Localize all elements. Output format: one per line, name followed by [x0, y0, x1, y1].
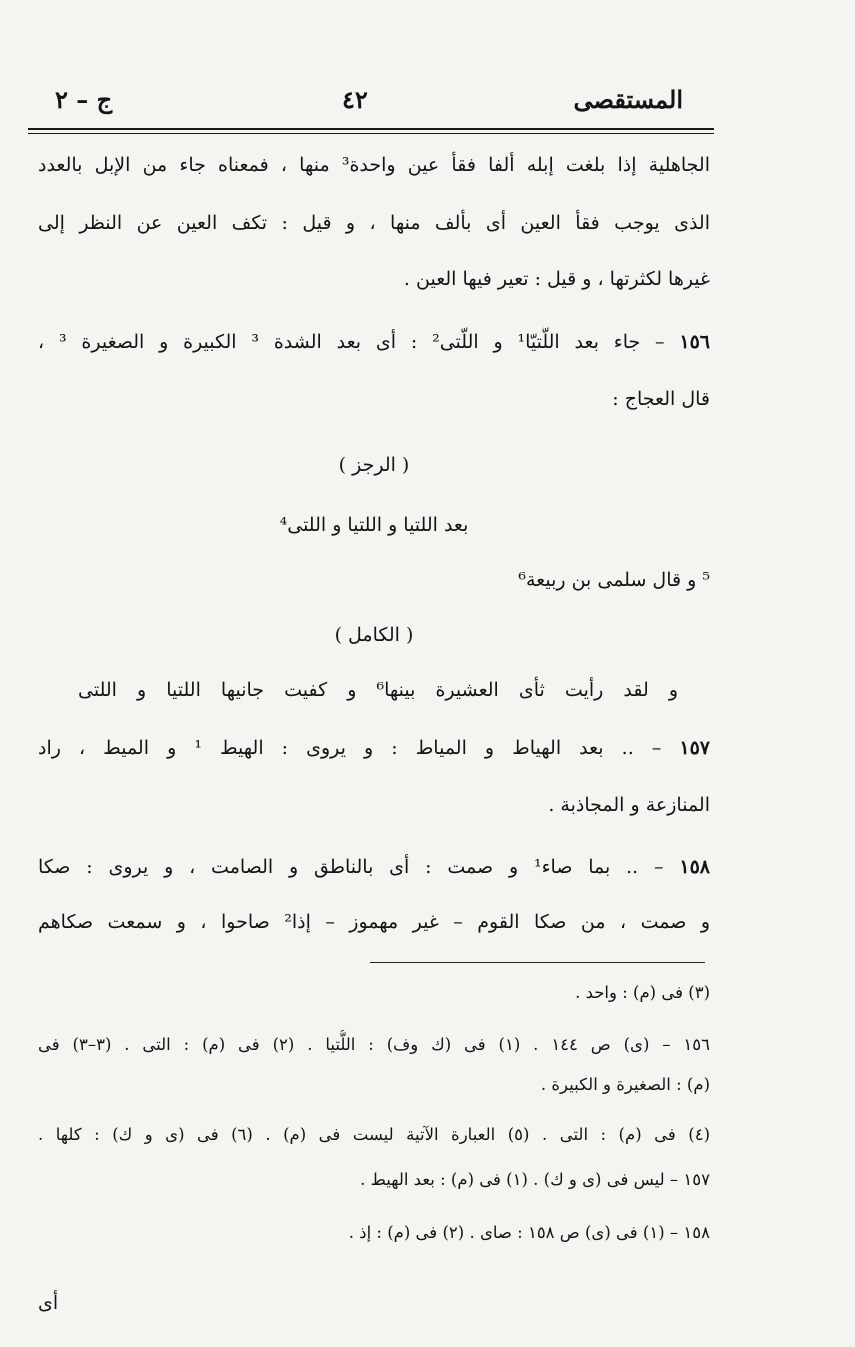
- entry-number: ١٥٦: [679, 331, 710, 353]
- footnote: ١٥٦ – (ى) ص ١٤٤ . (١) فى (ك وف) : اللُّتيا . (٢) فى (م) : التى . (٣–٣) فى: [38, 1035, 710, 1054]
- volume-label: ج – ٢: [55, 85, 113, 114]
- running-title: المستقصى: [573, 85, 683, 114]
- entry-text: – .. بعد الهياط و المياط : و يروى : الهيط ¹ و الميط ، راد: [38, 737, 662, 759]
- page-number: ٤٢: [342, 85, 368, 114]
- body-line: الجاهلية إذا بلغت إبله ألفا فقأ عين واحدة³ منها ، فمعناه جاء من الإبل بالعدد: [38, 154, 710, 176]
- entry-158-line: [38, 852, 710, 882]
- body-line: المنازعة و المجاذبة .: [548, 794, 710, 816]
- body-line: قال العجاج :: [612, 388, 710, 410]
- entry-number: ١٥٧: [679, 737, 710, 759]
- verse-line: و لقد رأيت ثأى العشيرة بينها⁶ و كفيت جانيها اللتيا و اللتى: [78, 679, 678, 701]
- body-line: و صمت ، من صكا القوم – غير مهموز – إذا² صاحوا ، و سمعت صكاهم: [38, 911, 710, 933]
- verse-line: بعد اللتيا و اللتيا و اللتى⁴: [279, 514, 469, 536]
- body-line: غيرها لكثرتها ، و قيل : تعير فيها العين .: [403, 268, 710, 290]
- footnote-rule: [370, 962, 705, 963]
- footnote: (٣) فى (م) : واحد .: [575, 983, 710, 1002]
- meter-label: ( الرجز ): [338, 454, 410, 476]
- footnote: (٤) فى (م) : التى . (٥) العبارة الآتية ليست فى (م) . (٦) فى (ى و ك) : كلها .: [38, 1125, 710, 1144]
- meter-label: ( الكامل ): [334, 624, 414, 646]
- catchword: أى: [38, 1292, 59, 1314]
- entry-number: ١٥٨: [679, 856, 710, 878]
- body-line: الذى يوجب فقأ العين أى بألف منها ، و قيل : تكف العين عن النظر إلى: [38, 212, 710, 234]
- footnote: ١٥٧ – ليس فى (ى و ك) . (١) فى (م) : بعد الهيط .: [360, 1170, 710, 1189]
- entry-text: – .. بما صاء¹ و صمت : أى بالناطق و الصامت ، و يروى : صكا: [38, 856, 664, 878]
- footnote: (م) : الصغيرة و الكبيرة .: [540, 1075, 710, 1094]
- entry-157-line: [38, 733, 710, 763]
- entry-text: – جاء بعد اللُّتيّا¹ و اللّتى² : أى بعد الشدة ³ الكبيرة و الصغيرة ³ ،: [38, 331, 665, 353]
- header-rule-thin: [28, 133, 714, 134]
- header-rule-thick: [28, 128, 714, 130]
- body-line: ⁵ و قال سلمى بن ربيعة⁶: [518, 569, 710, 591]
- entry-156-line: [38, 327, 710, 357]
- footnote: ١٥٨ – (١) فى (ى) ص ١٥٨ : صاى . (٢) فى (م) : إذ .: [348, 1223, 710, 1242]
